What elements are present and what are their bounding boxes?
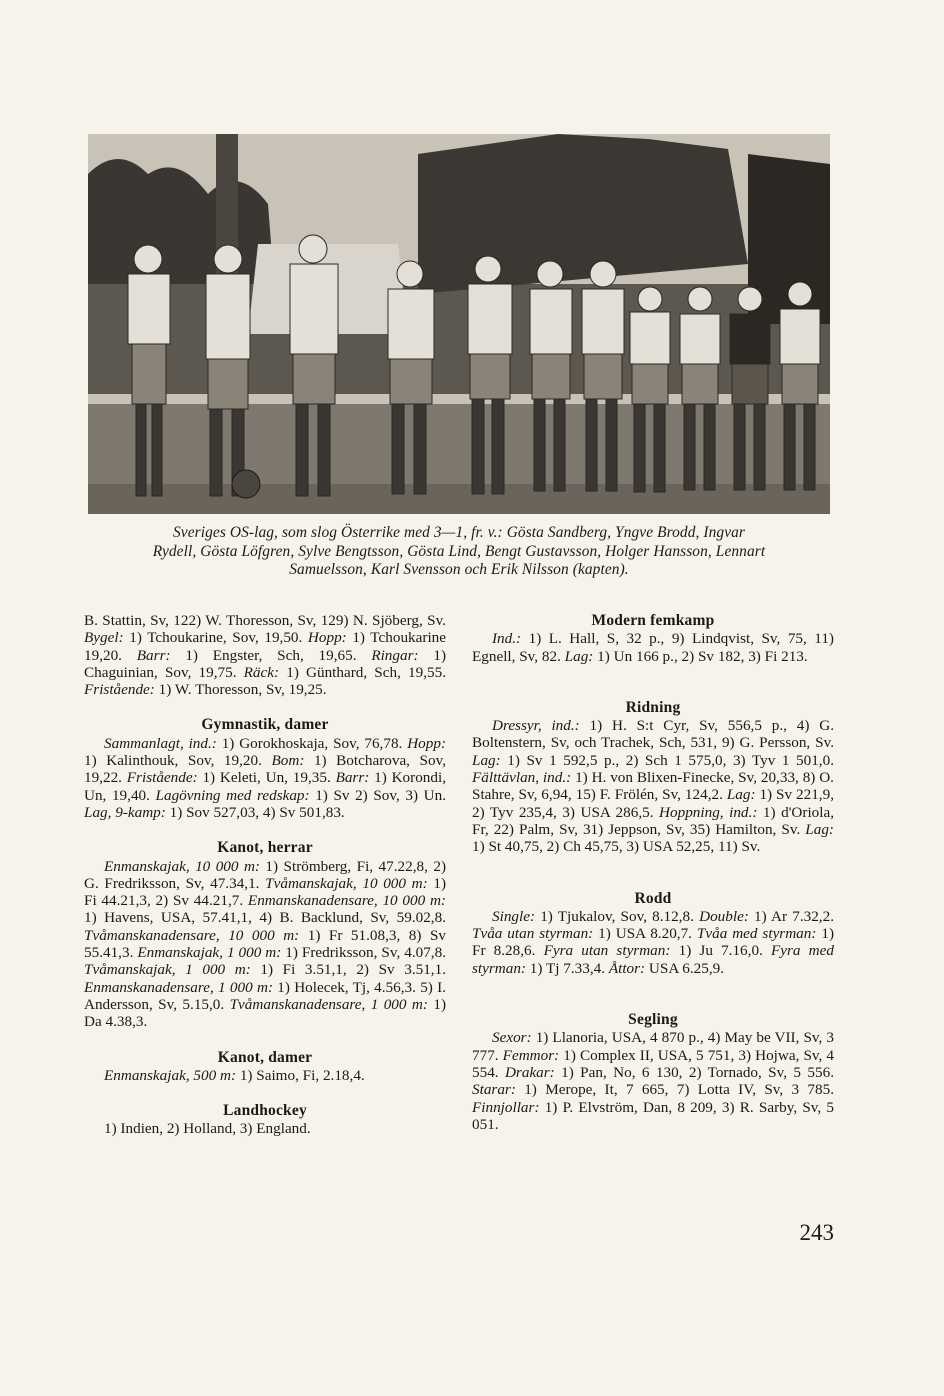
section-heading-segling: Segling xyxy=(628,1011,678,1029)
event-label: Fyra utan styrman: xyxy=(543,942,671,960)
result-text: 1) Holecek, Tj, 4.56,3. 5) I. Andersson, Sv, 5.15,0. xyxy=(84,978,446,1013)
section-body-segling xyxy=(472,1029,834,1133)
section-body-kanot-damer xyxy=(84,1067,446,1084)
caption-line-3: Samuelsson, Karl Svensson och Erik Nilsson (kapten). xyxy=(289,561,629,579)
event-label: Fyra med styrman: xyxy=(472,942,834,977)
event-label: Hopp: xyxy=(407,734,447,752)
result-text: 1) Complex II, USA, 5 751, 3) Hojwa, Sv, 4 554. xyxy=(472,1046,835,1081)
section-body-modern-femkamp xyxy=(472,630,834,665)
result-text: 1) Havens, USA, 57.41,1, 4) B. Backlund, Sv, 59.02,8. xyxy=(84,909,446,927)
result-text: 1) Da 4.38,3. xyxy=(84,995,446,1031)
section-body-kanot-herrar xyxy=(84,858,446,1031)
section-body-rodd xyxy=(472,908,834,977)
result-text: 1) Saimo, Fi, 2.18,4. xyxy=(236,1066,365,1084)
result-text: 1) Sv 2) Sov, 3) Un. xyxy=(309,786,446,804)
section-heading-ridning: Ridning xyxy=(625,698,681,716)
section-body-ridning xyxy=(472,717,834,855)
event-label: Bom: xyxy=(271,752,305,770)
event-label: Femmor: xyxy=(502,1046,560,1064)
result-text: 1) Ju 7.16,0. xyxy=(670,942,771,960)
result-text: 1) USA 8.20,7. xyxy=(593,925,697,943)
section-heading-gymnastik-damer: Gymnastik, damer xyxy=(201,716,329,734)
photo-caption xyxy=(84,524,834,580)
section-heading-modern-femkamp: Modern femkamp xyxy=(591,612,715,629)
result-text: 1) St 40,75, 2) Ch 45,75, 3) USA 52,25, 11) Sv. xyxy=(472,838,761,856)
event-label: Lag: xyxy=(564,647,594,665)
result-text: 1) Sv 1 592,5 p., 2) Sch 1 575,0, 3) Tyv 1 501,0. xyxy=(500,751,834,769)
event-label: Enmanskajak, 500 m: xyxy=(104,1066,237,1084)
result-text: 1) Sov 527,03, 4) Sv 501,83. xyxy=(165,803,345,821)
result-text: 1) Engster, Sch, 19,65. xyxy=(170,646,372,664)
left-column xyxy=(84,612,446,1138)
event-label: Barr: xyxy=(136,646,171,664)
event-label: Single: xyxy=(492,907,536,925)
event-label: Hoppning, ind.: xyxy=(659,803,758,821)
result-text: 1) Keleti, Un, 19,35. xyxy=(197,769,336,787)
result-text: B. Stattin, Sv, 122) W. Thoresson, Sv, 129) N. Sjöberg, Sv. xyxy=(84,612,446,629)
section-heading-kanot-damer: Kanot, damer xyxy=(217,1048,313,1066)
event-label: Enmanskajak, 10 000 m: xyxy=(104,857,260,875)
section-body-landhockey xyxy=(84,1120,446,1137)
result-text: 1) Korondi, Un, 19,40. xyxy=(84,769,446,804)
result-text: 1) Tchoukarine, Sov, 19,50. xyxy=(123,629,308,647)
event-label: Drakar: xyxy=(504,1063,555,1081)
event-label: Lag: xyxy=(726,786,756,804)
event-label: Tvåmanskanadensare, 10 000 m: xyxy=(84,926,300,944)
result-text: 1) Pan, No, 6 130, 2) Tornado, Sv, 5 556. xyxy=(554,1063,834,1081)
intro-paragraph xyxy=(84,612,446,698)
result-text: 1) Chaguinian, Sov, 19,75. xyxy=(84,646,447,681)
result-text: 1) H. von Blixen-Finecke, Sv, 20,33, 8) O. Stahre, Sv, 6,94, 15) F. Frölén, Sv, 124,2. xyxy=(472,769,834,804)
result-text: USA 6.25,9. xyxy=(645,959,725,977)
section-body-gymnastik-damer xyxy=(84,735,446,821)
result-text: 1) Kalinthouk, Sov, 19,20. xyxy=(84,752,272,770)
event-label: Tvåa utan styrman: xyxy=(472,925,594,943)
result-text: 1) L. Hall, S, 32 p., 9) Lindqvist, Sv, 75, 11) Egnell, Sv, 82. xyxy=(472,630,834,665)
event-label: Double: xyxy=(699,907,749,925)
result-text: 1) Fr 51.08,3, 8) Sv 55.41,3. xyxy=(84,926,446,962)
result-text: 1) Indien, 2) Holland, 3) England. xyxy=(104,1120,311,1138)
result-text: 1) Strömberg, Fi, 47.22,8, 2) G. Fredriksson, Sv, 47.34,1. xyxy=(84,857,447,892)
result-text: 1) Fredriksson, Sv, 4.07,8. xyxy=(281,944,446,962)
event-label: Enmanskanadensare, 1 000 m: xyxy=(84,978,273,996)
result-text: 1) Fi 3.51,1, 2) Sv 3.51,1. xyxy=(250,961,446,979)
event-label: Lagövning med redskap: xyxy=(155,786,310,804)
right-column xyxy=(472,612,834,1133)
result-text: 1) Fi 44.21,3, 2) Sv 44.21,7. xyxy=(84,874,447,910)
page-number: 243 xyxy=(799,1220,834,1245)
result-text: 1) Sv 221,9, 2) Tyv 235,4, 3) USA 286,5. xyxy=(472,786,834,821)
result-text: 1) Llanoria, USA, 4 870 p., 4) May be VII, Sv, 3 777. xyxy=(472,1029,834,1064)
event-label: Fristående: xyxy=(126,769,198,787)
result-text: 1) d'Oriola, Fr, 22) Palm, Sv, 31) Jeppson, Sv, 35) Hamilton, Sv. xyxy=(472,803,835,838)
section-heading-kanot-herrar: Kanot, herrar xyxy=(217,839,313,857)
team-photo xyxy=(88,134,830,514)
result-text: 1) Tj 7.33,4. xyxy=(526,959,609,977)
event-label: Tvåa med styrman: xyxy=(696,925,817,943)
caption-line-2: Rydell, Gösta Löfgren, Sylve Bengtsson, Gösta Lind, Bengt Gustavsson, Holger Hansson, Lennart xyxy=(152,542,766,560)
event-label: Lag: xyxy=(805,820,834,838)
event-label: Lag, 9-kamp: xyxy=(84,803,166,821)
event-label: Starar: xyxy=(472,1081,516,1099)
event-label: Enmanskajak, 1 000 m: xyxy=(137,944,282,962)
event-label: Enmanskanadensare, 10 000 m: xyxy=(247,892,446,910)
result-text: 1) Merope, It, 7 665, 7) Lotta IV, Sv, 3 785. xyxy=(515,1081,834,1099)
event-label: Lag: xyxy=(472,751,501,769)
event-label: Räck: xyxy=(243,663,280,681)
result-text: 1) Günthard, Sch, 19,55. xyxy=(279,663,446,681)
caption-line-1: Sveriges OS-lag, som slog Österrike med 3—1, fr. v.: Gösta Sandberg, Yngve Brodd, Ingvar xyxy=(172,524,746,541)
result-text: 1) Tchoukarine 19,20. xyxy=(84,629,446,664)
result-text: 1) Un 166 p., 2) Sv 182, 3) Fi 213. xyxy=(593,647,808,665)
event-label: Sammanlagt, ind.: xyxy=(104,734,217,752)
result-text: 1) H. S:t Cyr, Sv, 556,5 p., 4) G. Boltenstern, Sv, och Trachek, Sch, 531, 9) G. Persson, Sv. xyxy=(472,717,835,752)
event-label: Åttor: xyxy=(608,959,646,977)
section-heading-landhockey: Landhockey xyxy=(223,1102,307,1120)
event-label: Sexor: xyxy=(492,1029,532,1047)
event-label: Tvåmanskajak, 10 000 m: xyxy=(265,874,428,892)
result-text: 1) W. Thoresson, Sv, 19,25. xyxy=(154,681,327,699)
event-label: Ringar: xyxy=(371,646,419,664)
result-text: 1) Tjukalov, Sov, 8.12,8. xyxy=(535,907,700,925)
result-text: 1) Botcharova, Sov, 19,22. xyxy=(84,752,446,787)
result-text: 1) P. Elvström, Dan, 8 209, 3) R. Sarby, Sv, 5 051. xyxy=(472,1098,834,1133)
result-text: 1) Fr 8.28,6. xyxy=(472,925,835,960)
event-label: Ind.: xyxy=(492,630,522,648)
event-label: Tvåmanskajak, 1 000 m: xyxy=(84,961,251,979)
event-label: Finnjollar: xyxy=(472,1098,540,1116)
section-heading-rodd: Rodd xyxy=(634,889,672,907)
event-label: Fristående: xyxy=(84,681,155,699)
event-label: Barr: xyxy=(335,769,370,787)
event-label: Tvåmanskanadensare, 1 000 m: xyxy=(229,995,428,1013)
team-photo-icon xyxy=(88,134,830,514)
event-label: Fälttävlan, ind.: xyxy=(472,769,572,787)
result-text: 1) Gorokhoskaja, Sov, 76,78. xyxy=(216,734,408,752)
event-label: Dressyr, ind.: xyxy=(492,717,580,735)
result-text: 1) Ar 7.32,2. xyxy=(748,907,834,925)
event-label: Bygel: xyxy=(84,629,124,647)
event-label: Hopp: xyxy=(307,629,347,647)
